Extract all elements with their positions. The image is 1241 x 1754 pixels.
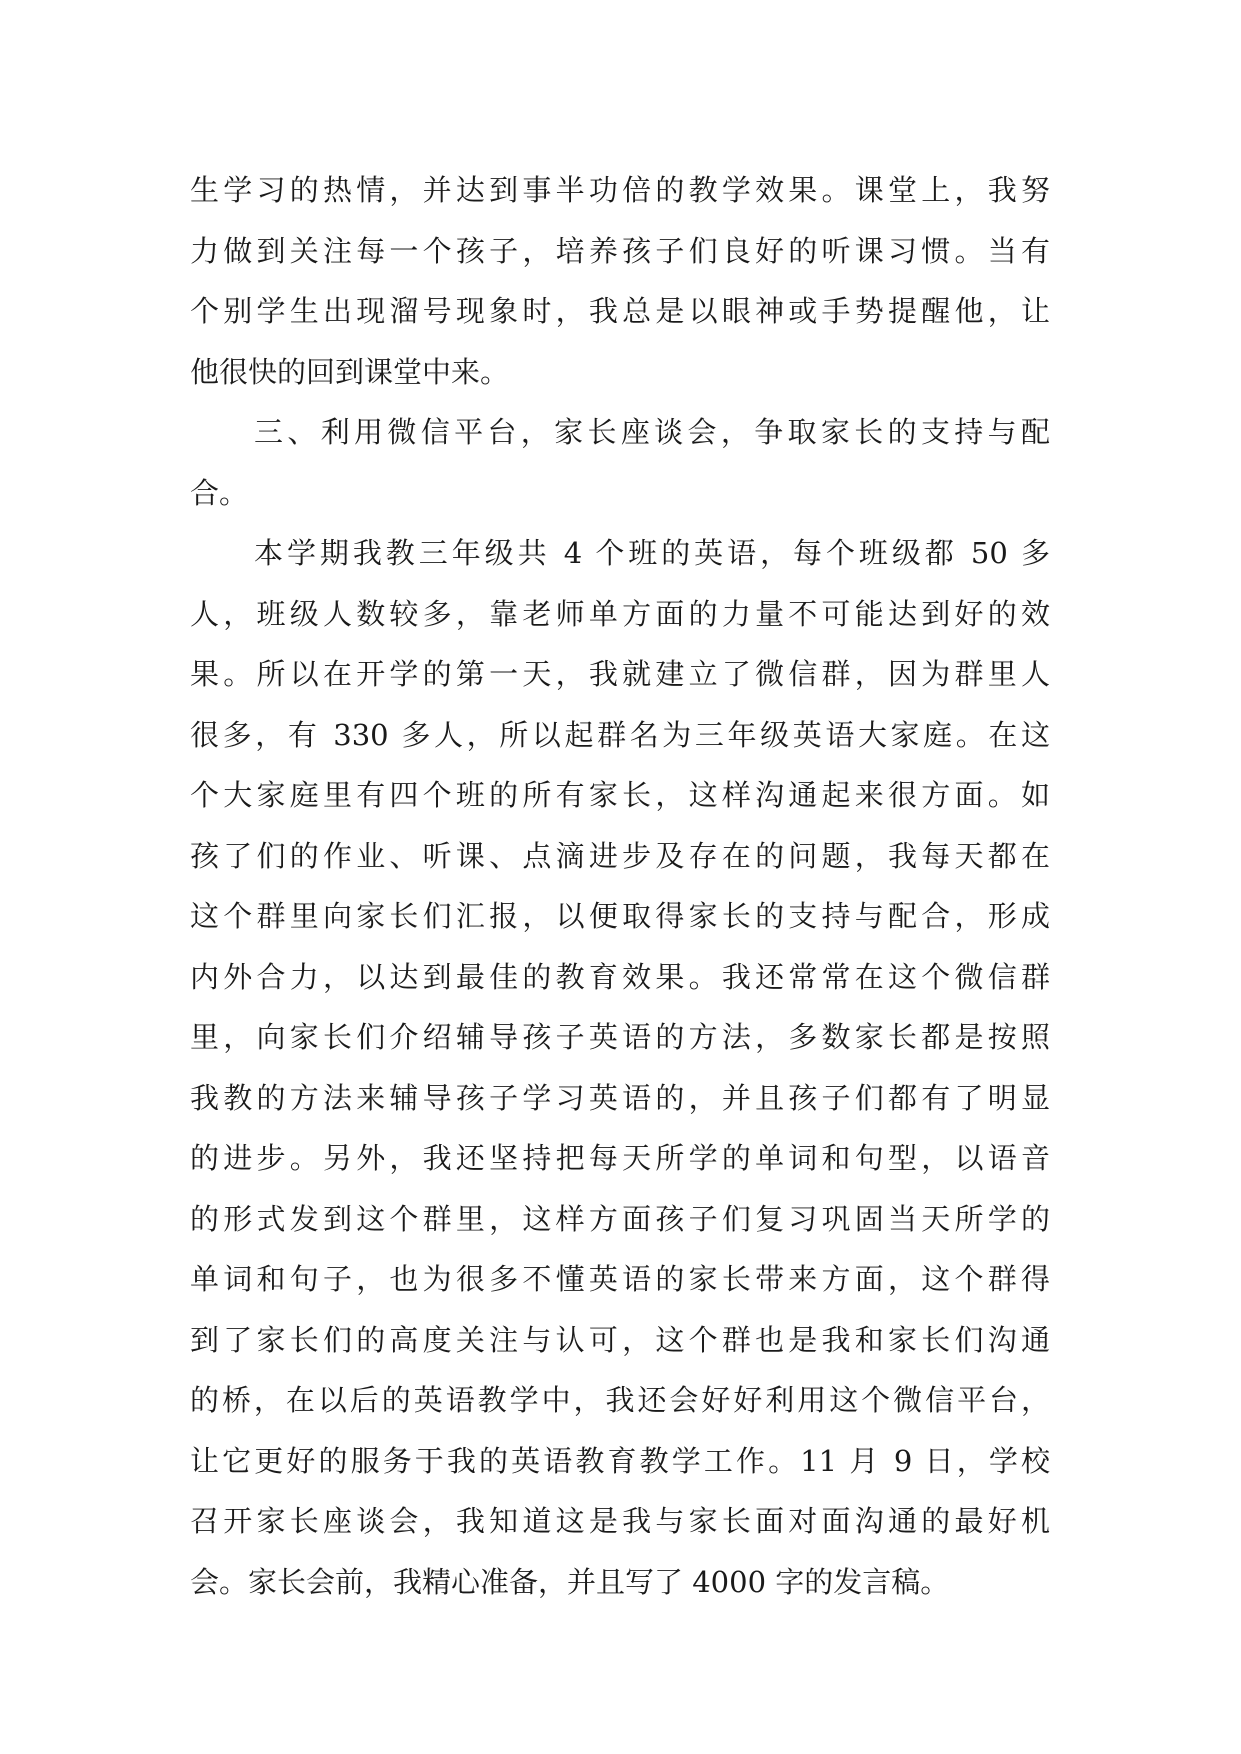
text-line: 生学习的热情，并达到事半功倍的教学效果。课堂上，我努	[190, 173, 1050, 207]
text-line: 力做到关注每一个孩子，培养孩子们良好的听课习惯。当有	[190, 233, 1050, 268]
text-line: 到了家长们的高度关注与认可，这个群也是我和家长们沟通	[190, 1322, 1050, 1357]
text-line: 三、利用微信平台，家长座谈会，争取家长的支持与配	[254, 415, 1050, 449]
text-line: 孩了们的作业、听课、点滴进步及存在的问题，我每天都在	[190, 838, 1050, 873]
text-line: 的形式发到这个群里，这样方面孩子们复习巩固当天所学的	[190, 1201, 1050, 1236]
text-line: 让它更好的服务于我的英语教育教学工作。11 月 9 日，学校	[190, 1443, 1050, 1478]
text-line: 合。	[190, 475, 249, 510]
text-line: 这个群里向家长们汇报，以便取得家长的支持与配合，形成	[190, 899, 1050, 933]
text-line: 单词和句子，也为很多不懂英语的家长带来方面，这个群得	[190, 1262, 1050, 1296]
text-line: 召开家长座谈会，我知道这是我与家长面对面沟通的最好机	[190, 1504, 1050, 1538]
text-line: 人，班级人数较多，靠老师单方面的力量不可能达到好的效	[190, 596, 1050, 631]
text-line: 个大家庭里有四个班的所有家长，这样沟通起来很方面。如	[190, 778, 1050, 812]
text-line: 的进步。另外，我还坚持把每天所学的单词和句型，以语音	[190, 1141, 1050, 1175]
text-line: 果。所以在开学的第一天，我就建立了微信群，因为群里人	[190, 657, 1050, 691]
body-text	[190, 160, 1050, 1612]
text-line: 本学期我教三年级共 4 个班的英语，每个班级都 50 多	[254, 536, 1050, 570]
text-line: 他很快的回到课堂中来。	[190, 354, 510, 389]
text-line: 会。家长会前，我精心准备，并且写了 4000 字的发言稿。	[190, 1564, 950, 1599]
text-line: 很多，有 330 多人，所以起群名为三年级英语大家庭。在这	[190, 717, 1050, 752]
text-line: 个别学生出现溜号现象时，我总是以眼神或手势提醒他，让	[190, 294, 1050, 328]
text-line: 内外合力，以达到最佳的教育效果。我还常常在这个微信群	[190, 959, 1050, 994]
text-line: 里，向家长们介绍辅导孩子英语的方法，多数家长都是按照	[190, 1020, 1050, 1054]
text-line: 的桥，在以后的英语教学中，我还会好好利用这个微信平台，	[190, 1383, 1050, 1417]
text-line: 我教的方法来辅导孩子学习英语的，并且孩子们都有了明显	[190, 1080, 1050, 1115]
